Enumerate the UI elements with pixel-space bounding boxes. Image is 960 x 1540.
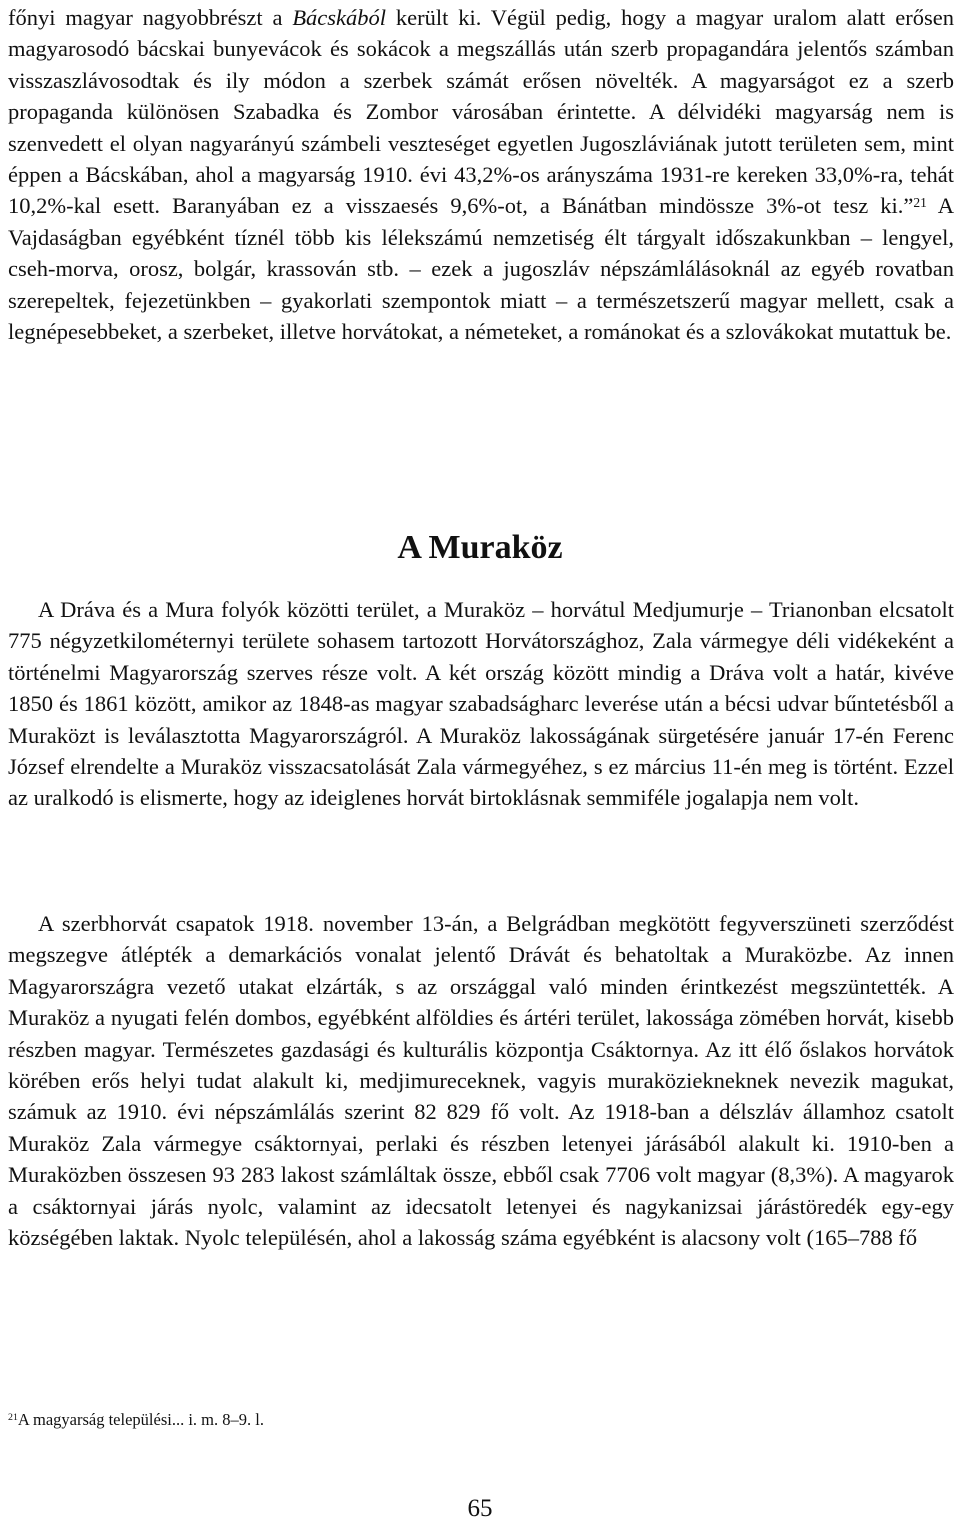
paragraph-bacska-text-1: főnyi magyar nagyobbrészt a [8, 5, 293, 30]
footnote-number: 21 [8, 1412, 18, 1424]
footnote [8, 1408, 264, 1432]
paragraph-bacska-italic: Bácskából [292, 5, 387, 30]
section-heading: A Muraköz [397, 529, 563, 566]
page-number: 65 [467, 1495, 493, 1522]
paragraph-bacska-text-3: A Vajdaságban egyébként tíznél több kis lélekszámú nemzetiség élt tárgyalt időszakunkban – lengyel, cseh-morva, orosz, bolgár, krassován stb. – ezek a jugoszláv népszámlálásoknál az egyéb rovatban szerepeltek, fejezetünkben – gyakorlati szempontok miatt – a természetszerű magyar mellett, csak a legnépesebbeket, a szerbeket, illetve horvátokat, a németeket, a románokat és a szlovákokat mutattuk be. [8, 193, 955, 345]
paragraph-bacska [8, 2, 954, 347]
footnote-text: A magyarság települési... i. m. 8–9. l. [17, 1410, 264, 1429]
footnote-reference: 21 [913, 194, 927, 210]
paragraph-murakoz-intro: A Dráva és a Mura folyók közötti terület, a Muraköz – horvátul Medjumurje – Trianonban elcsatolt 775 négyzetkilométernyi területe sohasem tartozott Horvátországhoz, Zala vármegye déli vidékeként a történelmi Magyarország szerves része volt. A két ország között mindig a Dráva volt a határ, kivéve 1850 és 1861 között, amikor az 1848-as magyar szabadságharc leverése után a bécsi udvar bűntetésből a Muraközt is leválasztotta Magyarországról. A Muraköz lakosságának sürgetésére január 17-én Ferenc József elrendelte a Muraköz visszacsatolását Zala vármegyéhez, s ez március 11-én meg is történt. Ezzel az uralkodó is elismerte, hogy az ideiglenes horvát birtoklásnak semmiféle jogalapja nem volt. [8, 597, 954, 811]
paragraph-bacska-text-2: került ki. Végül pedig, hogy a magyar uralom alatt erősen magyarosodó bácskai bunyevácok és sokácok a megszállás után szerb propagandára jelentős számban visszaszlávosodtak és ily módon a szerbek számát erősen növelték. A magyarságot ez a szerb propaganda különösen Szabadka és Zombor városában érintette. A délvidéki magyarság nem is szenvedett el olyan nagyarányú számbeli veszteséget egyetlen Jugoszláviának jutott területen sem, mint éppen a Bácskában, ahol a magyarság 1910. évi 43,2%-os arányszáma 1931-re kereken 33,0%-ra, tehát 10,2%-kal esett. Baranyában ez a visszaesés 9,6%-ot, a Bánátban mindössze 3%-ot tesz ki.” [8, 5, 954, 219]
paragraph-murakoz-occupation: A szerbhorvát csapatok 1918. november 13-án, a Belgrádban megkötött fegyverszüneti szerződést megszegve átlépték a demarkációs vonalat jelentő Drávát és behatoltak a Muraközbe. Az innen Magyarországra vezető utakat elzárták, s az országgal való minden érintkezést megszüntették. A Muraköz a nyugati felén dombos, egyébként alföldies és ártéri terület, lakossága zömében horvát, kisebb részben magyar. Természetes gazdasági és kulturális központja Csáktornya. Az itt élő őslakos horvátok körében erős helyi tudat alakult ki, medjimureceknek, vagyis muraköziekneknek nevezik magukat, számuk az 1910. évi népszámlálás szerint 82 829 fő volt. Az 1918-ban a délszláv államhoz csatolt Muraköz Zala vármegye csáktornyai, perlaki és részben letenyei járásából alakult ki. 1910-ben a Muraközben összesen 93 283 lakost számláltak össze, ebből csak 7706 volt magyar (8,3%). A magyarok a csáktornyai járás nyolc, valamint az idecsatolt letenyei és nagykanizsai járástöredék egy-egy községében laktak. Nyolc településén, ahol a lakosság száma egyébként is alacsony volt (165–788 fő [8, 911, 954, 1251]
